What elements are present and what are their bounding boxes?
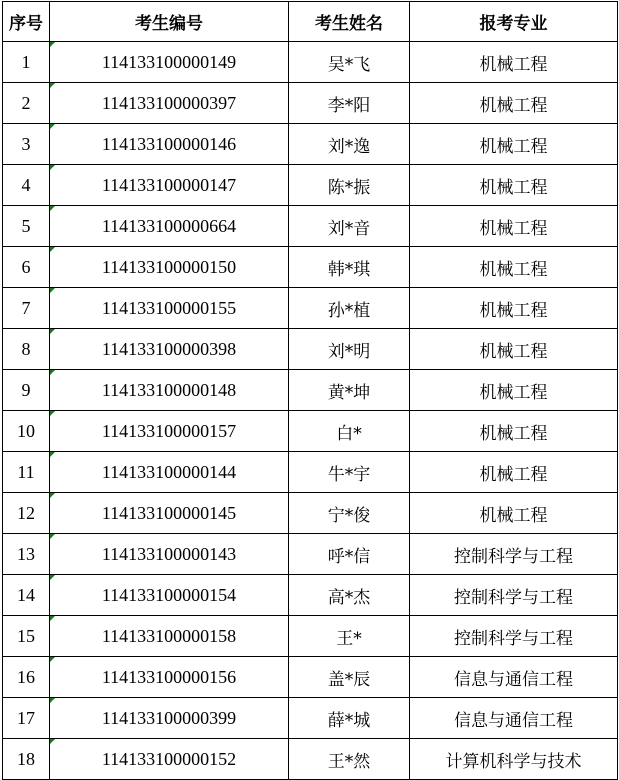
table-row: [3, 411, 618, 452]
row-candidate-name: 李*阳: [289, 83, 410, 124]
row-major: 控制科学与工程: [410, 575, 618, 616]
row-major: 机械工程: [410, 42, 618, 83]
row-candidate-name: 宁*俊: [289, 493, 410, 534]
table-row: [3, 452, 618, 493]
table-row: [3, 657, 618, 698]
row-candidate-id: 114133100000146: [50, 124, 289, 165]
row-seq: 1: [3, 42, 50, 83]
row-candidate-name: 吴*飞: [289, 42, 410, 83]
row-candidate-id: 114133100000398: [50, 329, 289, 370]
table-row: [3, 329, 618, 370]
row-candidate-name: 盖*辰: [289, 657, 410, 698]
row-seq: 13: [3, 534, 50, 575]
row-seq: 5: [3, 206, 50, 247]
row-major: 计算机科学与技术: [410, 739, 618, 780]
row-seq: 14: [3, 575, 50, 616]
table-row: [3, 739, 618, 780]
table-row: [3, 206, 618, 247]
row-major: 机械工程: [410, 370, 618, 411]
header-major: 报考专业: [410, 2, 618, 42]
row-candidate-id: 114133100000144: [50, 452, 289, 493]
row-major: 机械工程: [410, 493, 618, 534]
row-seq: 15: [3, 616, 50, 657]
header-row: [3, 2, 618, 42]
row-candidate-id: 114133100000152: [50, 739, 289, 780]
row-candidate-name: 白*: [289, 411, 410, 452]
row-seq: 2: [3, 83, 50, 124]
row-seq: 9: [3, 370, 50, 411]
row-seq: 6: [3, 247, 50, 288]
row-seq: 8: [3, 329, 50, 370]
row-seq: 11: [3, 452, 50, 493]
table-row: [3, 370, 618, 411]
row-major: 机械工程: [410, 206, 618, 247]
table-row: [3, 616, 618, 657]
row-candidate-name: 陈*振: [289, 165, 410, 206]
table-row: [3, 493, 618, 534]
row-candidate-id: 114133100000154: [50, 575, 289, 616]
row-candidate-id: 114133100000158: [50, 616, 289, 657]
row-major: 机械工程: [410, 452, 618, 493]
row-candidate-id: 114133100000149: [50, 42, 289, 83]
row-candidate-id: 114133100000145: [50, 493, 289, 534]
row-major: 信息与通信工程: [410, 657, 618, 698]
row-major: 机械工程: [410, 124, 618, 165]
row-major: 机械工程: [410, 165, 618, 206]
admission-list-table: [2, 1, 618, 780]
row-candidate-id: 114133100000147: [50, 165, 289, 206]
row-major: 机械工程: [410, 411, 618, 452]
row-candidate-id: 114133100000156: [50, 657, 289, 698]
row-candidate-id: 114133100000664: [50, 206, 289, 247]
row-seq: 17: [3, 698, 50, 739]
table-row: [3, 42, 618, 83]
row-candidate-id: 114133100000157: [50, 411, 289, 452]
row-candidate-name: 韩*琪: [289, 247, 410, 288]
row-candidate-id: 114133100000148: [50, 370, 289, 411]
row-candidate-name: 王*然: [289, 739, 410, 780]
row-candidate-name: 黄*坤: [289, 370, 410, 411]
row-major: 控制科学与工程: [410, 534, 618, 575]
header-candidate-id: 考生编号: [50, 2, 289, 42]
table-row: [3, 165, 618, 206]
row-candidate-id: 114133100000399: [50, 698, 289, 739]
row-seq: 16: [3, 657, 50, 698]
table-row: [3, 575, 618, 616]
table-row: [3, 534, 618, 575]
table-row: [3, 124, 618, 165]
row-major: 机械工程: [410, 329, 618, 370]
table-body: [3, 42, 618, 780]
table-row: [3, 83, 618, 124]
row-major: 机械工程: [410, 247, 618, 288]
row-candidate-name: 薛*城: [289, 698, 410, 739]
row-candidate-id: 114133100000150: [50, 247, 289, 288]
row-seq: 18: [3, 739, 50, 780]
row-seq: 12: [3, 493, 50, 534]
row-major: 机械工程: [410, 83, 618, 124]
header-seq: 序号: [3, 2, 50, 42]
table-row: [3, 247, 618, 288]
row-candidate-name: 牛*宇: [289, 452, 410, 493]
row-candidate-name: 高*杰: [289, 575, 410, 616]
row-candidate-name: 刘*明: [289, 329, 410, 370]
row-candidate-name: 孙*植: [289, 288, 410, 329]
table-row: [3, 698, 618, 739]
row-candidate-id: 114133100000155: [50, 288, 289, 329]
row-candidate-name: 呼*信: [289, 534, 410, 575]
row-candidate-name: 王*: [289, 616, 410, 657]
row-major: 信息与通信工程: [410, 698, 618, 739]
row-candidate-name: 刘*音: [289, 206, 410, 247]
row-candidate-name: 刘*逸: [289, 124, 410, 165]
row-candidate-id: 114133100000397: [50, 83, 289, 124]
header-candidate-name: 考生姓名: [289, 2, 410, 42]
row-major: 控制科学与工程: [410, 616, 618, 657]
table-row: [3, 288, 618, 329]
row-major: 机械工程: [410, 288, 618, 329]
row-seq: 7: [3, 288, 50, 329]
row-candidate-id: 114133100000143: [50, 534, 289, 575]
row-seq: 3: [3, 124, 50, 165]
row-seq: 10: [3, 411, 50, 452]
row-seq: 4: [3, 165, 50, 206]
